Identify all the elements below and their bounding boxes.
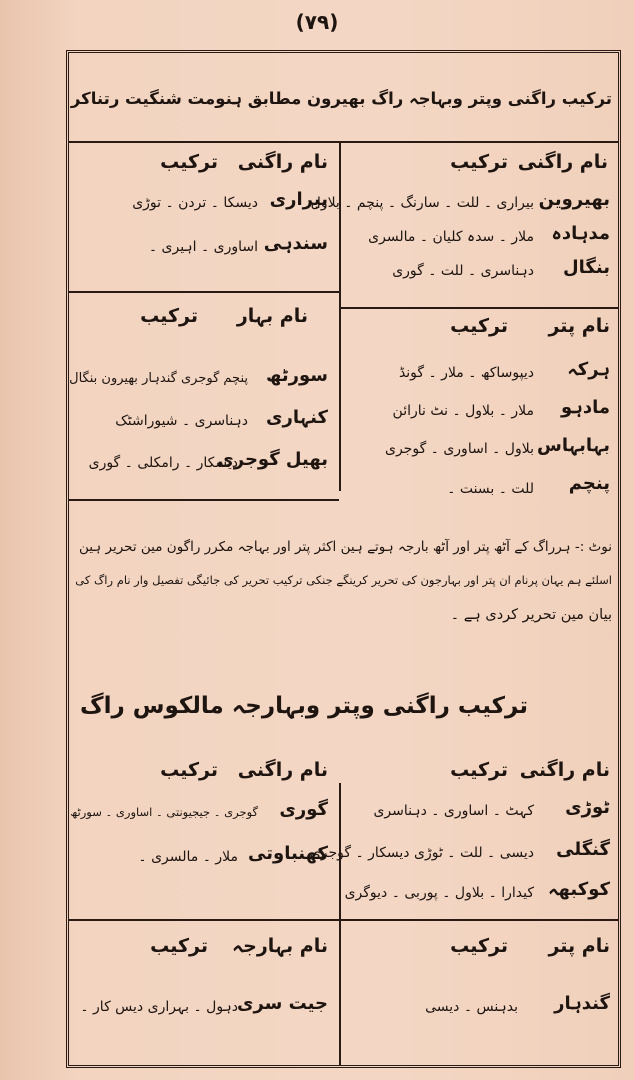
s2-raagini-comp: کہٹ ۔ اساوری ۔ دہناسری: [373, 803, 534, 819]
s1-bahar-comp: پنچم گوجری گندہار بھیرون بنگال: [69, 371, 248, 386]
s1-bahar-name: کنہاری: [266, 407, 328, 428]
s2-raagini-comp: دیسی ۔ للت ۔ ٹوڑی دیسکار ۔ گوجری: [309, 845, 534, 861]
s1-putra-header-comp: ترکیب: [450, 315, 508, 337]
s2-left-header-comp: ترکیب: [450, 759, 508, 781]
s2-raagini2-name: کھنباوتی: [248, 843, 328, 864]
s2-lower-column-divider: [339, 919, 341, 1065]
s1-putra-name: ہرکہ: [567, 359, 610, 380]
s2-bahar-comp: دہول ۔ بہراری دیس کار ۔: [80, 999, 238, 1015]
s1-putra-name: مادہو: [561, 397, 610, 418]
s1-bahar-header-name: نام بہار: [236, 305, 308, 327]
s2-putra-name: گندہار: [554, 993, 610, 1014]
s1-bahar-comp: دہناسری ۔ شیوراشٹک: [115, 413, 248, 429]
s1-putra-header-name: نام پتر: [548, 315, 610, 337]
s1-left-divider: [339, 307, 618, 309]
s1-left-header-name: نام راگنی: [517, 151, 608, 173]
s2-raagini2-comp: گوجری ۔ جیجیونتی ۔ اساوری ۔ سورٹھ: [70, 805, 258, 819]
section1-title: ترکیب راگنی وپتر وبہاجہ راگ بھیرون مطابق ہنومت شنگیت رتناکر: [70, 89, 612, 108]
s2-raagini2-name: گوری: [279, 799, 328, 820]
s1-raagini-comp: دہناسری ۔ للت ۔ گوری: [392, 263, 534, 279]
s2-raagini-name: ٹوڑی: [565, 797, 610, 818]
s1-bahar-name: بھیل گوجری: [217, 449, 328, 470]
s2-right-header-comp: ترکیب: [160, 759, 218, 781]
page-number: (۷۹): [295, 10, 339, 34]
s2-bahar-name: جیت سری: [236, 993, 328, 1014]
s2-bahar-header-comp: ترکیب: [150, 935, 208, 957]
s1-raagini2-name: سندہی: [263, 233, 328, 254]
s1-left-header-comp: ترکیب: [450, 151, 508, 173]
section2-title: ترکیب راگنی وپتر وبہارجہ مالکوس راگ: [80, 693, 528, 719]
s2-mid-divider: [69, 919, 618, 921]
s2-putra-header-comp: ترکیب: [450, 935, 508, 957]
s1-bahar-comp: دیسکار ۔ رامکلی ۔ گوری: [88, 455, 238, 471]
s1-raagini2-name: بیراری: [269, 189, 328, 210]
title-underline: [69, 141, 618, 143]
s2-bahar-header-name: نام بہارجہ: [232, 935, 328, 957]
s1-bahar-name: سورٹھ: [266, 365, 328, 386]
s1-raagini-comp: بیراری ۔ للت ۔ سارنگ ۔ پنچم ۔ بلاول: [310, 195, 534, 211]
s2-putra-comp: بدہنس ۔ دیسی: [425, 999, 518, 1015]
s1-raagini-name: بھیروین: [538, 189, 610, 210]
s2-putra-header-name: نام پتر: [548, 935, 610, 957]
s1-putra-comp: بلاول ۔ اساوری ۔ گوجری: [385, 441, 534, 457]
s1-putra-comp: دیپوساکھ ۔ ملار ۔ گونڈ: [398, 365, 534, 381]
s2-right-header-name: نام راگنی: [237, 759, 328, 781]
s1-right-header-name: نام راگنی: [237, 151, 328, 173]
s1-raagini2-comp: دیسکا ۔ تردن ۔ توڑی: [132, 195, 258, 211]
s1-putra-name: پنچم: [568, 473, 610, 494]
s1-raagini-name: بنگال: [563, 257, 610, 278]
s2-raagini-name: کوکبھہ: [548, 879, 610, 900]
s1-bahar-header-comp: ترکیب: [140, 305, 198, 327]
s2-raagini-name: گنگلی: [556, 839, 610, 860]
s2-left-header-name: نام راگنی: [519, 759, 610, 781]
s1-right-divider: [69, 291, 339, 293]
s1-column-divider: [339, 141, 341, 491]
page-frame: [66, 50, 621, 1068]
note-line: بیان مین تحریر کردی ہے ۔: [450, 607, 612, 623]
note-line: اسلئے ہم یہان پرنام ان پتر اور بہارجون کی تحریر کرینگے جنکی ترکیب تحریر کی جائیگی تفصیل وار نام راگ کی: [75, 573, 612, 587]
s1-raagini-comp: ملار ۔ سدہ کلیان ۔ مالسری: [368, 229, 534, 245]
s1-putra-comp: للت ۔ بسنت ۔: [447, 481, 534, 497]
note-line: نوٹ :- ہرراگ کے آٹھ پتر اور آٹھ بارجہ ہوتے ہین اکثر پتر اور بہاجہ مکرر راگون مین تحریر ہین: [78, 539, 612, 555]
s1-raagini2-comp: اساوری ۔ اہیری ۔: [148, 239, 258, 255]
s1-putra-name: بہابہاس: [537, 435, 610, 456]
s2-raagini2-comp: ملار ۔ مالسری ۔: [138, 849, 238, 865]
s1-right-header-comp: ترکیب: [160, 151, 218, 173]
s2-raagini-comp: کیدارا ۔ بلاول ۔ پوربی ۔ دیوگری: [344, 885, 534, 901]
s1-raagini-name: مدہادہ: [551, 223, 610, 244]
s1-bottom-divider: [69, 499, 339, 501]
s1-putra-comp: ملار ۔ بلاول ۔ نٹ نارائن: [392, 403, 534, 419]
